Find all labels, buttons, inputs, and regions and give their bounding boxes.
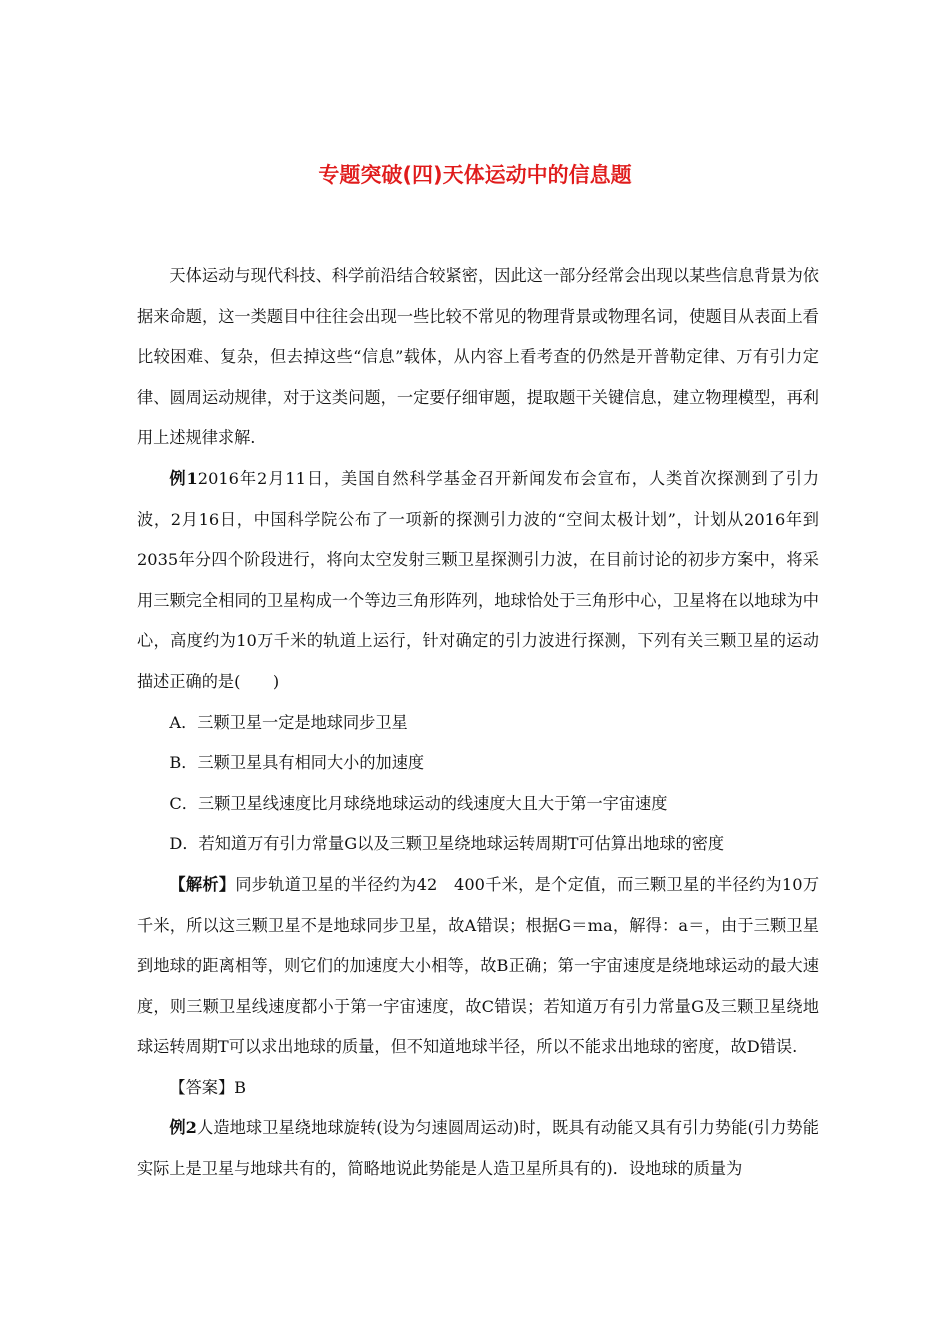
example1-paragraph [137, 459, 819, 703]
intro-paragraph: 天体运动与现代科技、科学前沿结合较紧密，因此这一部分经常会出现以某些信息背景为依据来命题，这一类题目中往往会出现一些比较不常见的物理背景或物理名词，使题目从表面上看比较困难、复杂，但去掉这些“信息”载体，从内容上看考查的仍然是开普勒定律、万有引力定律、圆周运动规律，对于这类问题，一定要仔细审题，提取题干关键信息，建立物理模型，再利用上述规律求解. [137, 266, 819, 448]
option-d: D．若知道万有引力常量G以及三颗卫星绕地球运转周期T可估算出地球的密度 [169, 834, 725, 854]
example1-label: 例1 [169, 468, 198, 488]
example1-text: 2016年2月11日，美国自然科学基金召开新闻发布会宣布，人类首次探测到了引力波，2月16日，中国科学院公布了一项新的探测引力波的“空间太极计划”，计划从2016年到2035年分四个阶段进行，将向太空发射三颗卫星探测引力波，在目前讨论的初步方案中，将采用三颗完全相同的卫星构成一个等边三角形阵列，地球恰处于三角形中心，卫星将在以地球为中心，高度约为10万千米的轨道上运行，针对确定的引力波进行探测，下列有关三颗卫星的运动描述正确的是( ) [137, 468, 820, 691]
answer-value: B [234, 1077, 247, 1097]
analysis-label: 【解析】 [169, 874, 236, 894]
example2-paragraph [137, 1108, 819, 1189]
answer-label: 【答案】 [169, 1077, 235, 1097]
option-b: B．三颗卫星具有相同大小的加速度 [169, 753, 425, 773]
document-body [137, 256, 819, 1190]
example2-text: 人造地球卫星绕地球旋转(设为匀速圆周运动)时，既具有动能又具有引力势能(引力势能实际上是卫星与地球共有的，简略地说此势能是人造卫星所具有的)．设地球的质量为 [137, 1118, 819, 1179]
example2-label: 例2 [169, 1118, 197, 1138]
answer-paragraph [137, 1068, 819, 1109]
document-title: 专题突破(四)天体运动中的信息题 [318, 163, 632, 187]
option-a: A．三颗卫星一定是地球同步卫星 [169, 712, 408, 732]
option-c: C．三颗卫星线速度比月球绕地球运动的线速度大且大于第一宇宙速度 [169, 793, 668, 813]
analysis-text: 同步轨道卫星的半径约为42 400千米，是个定值，而三颗卫星的半径约为10万千米，所以这三颗卫星不是地球同步卫星，故A错误；根据G＝ma，解得：a＝，由于三颗卫星到地球的距离相等，则它们的加速度大小相等，故B正确；第一宇宙速度是绕地球运动的最大速度，则三颗卫星线速度都小于第一宇宙速度，故C错误；若知道万有引力常量G及三颗卫星绕地球运转周期T可以求出地球的质量，但不知道地球半径，所以不能求出地球的密度，故D错误. [137, 874, 820, 1057]
analysis-paragraph [137, 865, 819, 1068]
